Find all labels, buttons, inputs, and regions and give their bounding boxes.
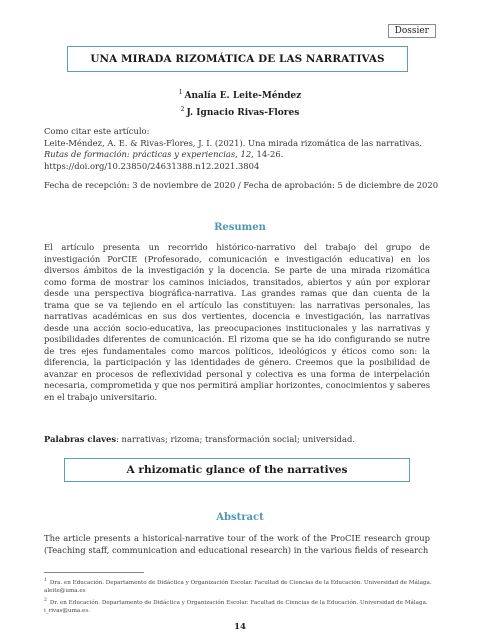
article-title-es: UNA MIRADA RIZOMÁTICA DE LAS NARRATIVAS: [67, 46, 408, 72]
footnote-2: $^2$ Dr. en Educación. Departamento de Didáctica y Organización Escolar. Facultad de Ciencias de la Educación. Universidad de Málaga. i_rivas@uma.es.: [44, 598, 428, 614]
resumen-text: El artículo presenta un recorrido histórico-narrativo del trabajo del grupo de investigación PorCIE (Profesorado, comunicación e investigación educativa) en los diversos ámbitos de la investigación y la docencia. Se parte de una mirada rizomática como forma de mostrar los caminos iniciados, transitados, abiertos y aún por explorar desde una perspectiva biográfica-narrativa. Las grandes ramas que dan cuenta de la trama que se va tejiendo en el artículo las constituyen: las narrativas personales, las narrativas académicas en sus dos vertientes, docencia e investigación, las narrativas desde una acción socio-educativa, las preocupaciones institucionales y las narrativas y posibilidades diferentes de comunicación. El rizoma que se ha ido configurando se nutre de tres ejes fundamentales como marcos políticos, ideológicos y éticos como son: la diferencia, la participación y las identidades de género. Creemos que la posibilidad de avanzar en procesos de reflexividad personal y colectiva es una forma de interpelación necesaria, comprometida y que nos permitirá ampliar horizontes, conocimientos y saberes en el trabajo universitario.: [44, 242, 430, 402]
citation-intro: Como citar este artículo:: [44, 126, 150, 136]
citation-text: Leite-Méndez, A. E. & Rivas-Flores, J. I. (2021). Una mirada rizomática de las narrativas. Rutas de formación: prácticas y experiencias, 12, 14-26. https://doi.org/10.23850/24631388.n12.2021.3804: [44, 137, 422, 171]
authors-block: [0, 86, 480, 120]
abstract-heading: Abstract: [216, 512, 264, 523]
author-1: $^1$ Analía E. Leite-Méndez: [178, 89, 302, 101]
article-title-en: A rhizomatic glance of the narratives: [64, 458, 410, 482]
footnote-divider: [44, 572, 144, 573]
keywords-label: Palabras claves: [44, 434, 117, 444]
resumen-heading: Resumen: [214, 222, 266, 233]
citation-block: [44, 126, 430, 172]
author-2: $^2$ J. Ignacio Rivas-Flores: [180, 106, 300, 118]
citation-journal: Rutas de formación: prácticas y experiencias, 12,: [44, 149, 254, 160]
keywords-line: Palabras claves: narrativas; rizoma; transformación social; universidad.: [44, 434, 356, 444]
section-tag: Dossier: [388, 24, 436, 38]
page-number: 14: [234, 622, 246, 632]
abstract-text: The article presents a historical-narrative tour of the work of the ProCIE research group (Teaching staff, communication and educational research) in the various fields of research: [44, 533, 430, 555]
dates-line: Fecha de recepción: 3 de noviembre de 2020 / Fecha de aprobación: 5 de diciembre de 2020: [44, 180, 439, 190]
footnote-1: $^1$ Dra. en Educación. Departamento de Didáctica y Organización Escolar. Facultad de Ciencias de la Educación. Universidad de Málaga. aleite@uma.es: [44, 578, 432, 594]
